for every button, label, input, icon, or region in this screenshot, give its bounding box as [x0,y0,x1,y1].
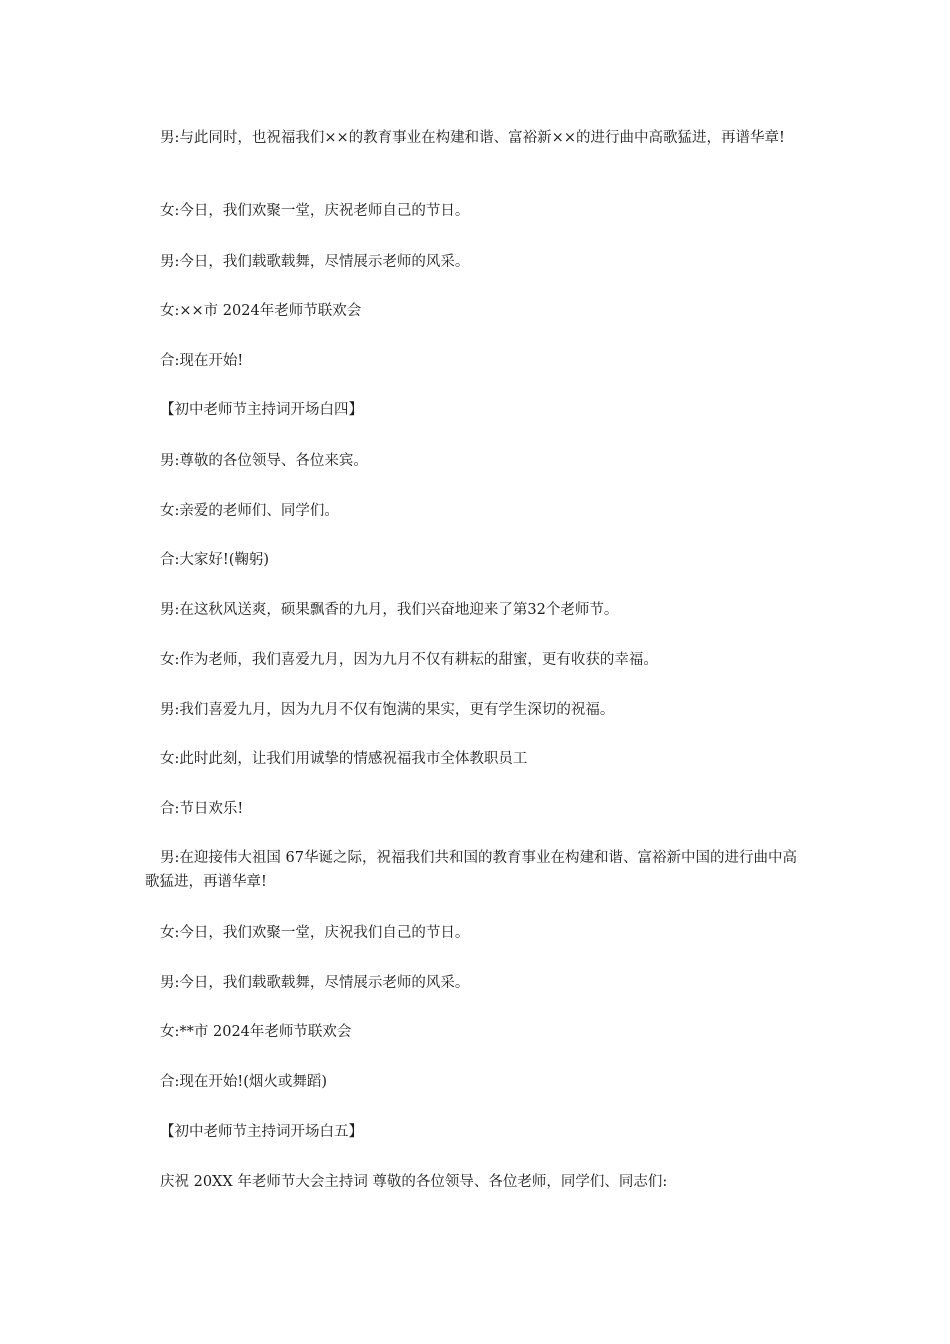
paragraph-male-respected-leaders: 男:尊敬的各位领导、各位来宾。 [160,453,368,469]
paragraph-male-love-september: 男:我们喜爱九月，因为九月不仅有饱满的果实，更有学生深切的祝福。 [160,702,615,718]
paragraph-together-begin: 合:现在开始! [160,353,244,369]
paragraph-male-autumn: 男:在这秋风送爽，硕果飘香的九月，我们兴奋地迎来了第32个老师节。 [160,602,619,618]
paragraph-female-city-gala: 女:××市 2024年老师节联欢会 [160,303,362,319]
paragraph-female-gather-2: 女:今日，我们欢聚一堂，庆祝我们自己的节日。 [160,925,470,941]
section-heading-five: 【初中老师节主持词开场白五】 [160,1124,363,1140]
paragraph-female-dear-teachers: 女:亲爱的老师们、同学们。 [160,503,339,519]
paragraph-male-anniversary: 男:在迎接伟大祖国 67华诞之际，祝福我们共和国的教育事业在构建和谐、富裕新中国的进行曲中高歌猛进，再谱华章! [145,850,797,890]
paragraph-female-love-september: 女:作为老师，我们喜爱九月，因为九月不仅有耕耘的甜蜜，更有收获的幸福。 [160,652,658,668]
section-heading-four: 【初中老师节主持词开场白四】 [160,402,363,418]
paragraph-female-gather: 女:今日，我们欢聚一堂，庆祝老师自己的节日。 [160,203,470,219]
paragraph-celebration-opening: 庆祝 20XX 年老师节大会主持词 尊敬的各位领导、各位老师，同学们、同志们: [160,1174,668,1190]
paragraph-male-dance-2: 男:今日，我们载歌载舞，尽情展示老师的风采。 [160,975,470,991]
paragraph-male-wish-education: 男:与此同时，也祝福我们××的教育事业在构建和谐、富裕新××的进行曲中高歌猛进，再谱华章! [160,130,785,146]
paragraph-female-this-moment: 女:此时此刻，让我们用诚挚的情感祝福我市全体教职员工 [160,751,528,767]
paragraph-together-hello: 合:大家好!(鞠躬) [160,552,270,568]
paragraph-together-happy-holiday: 合:节日欢乐! [160,801,244,817]
paragraph-male-dance: 男:今日，我们载歌载舞，尽情展示老师的风采。 [160,254,470,270]
paragraph-female-city-gala-2: 女:**市 2024年老师节联欢会 [160,1024,352,1040]
paragraph-together-begin-2: 合:现在开始!(烟火或舞蹈) [160,1074,328,1090]
